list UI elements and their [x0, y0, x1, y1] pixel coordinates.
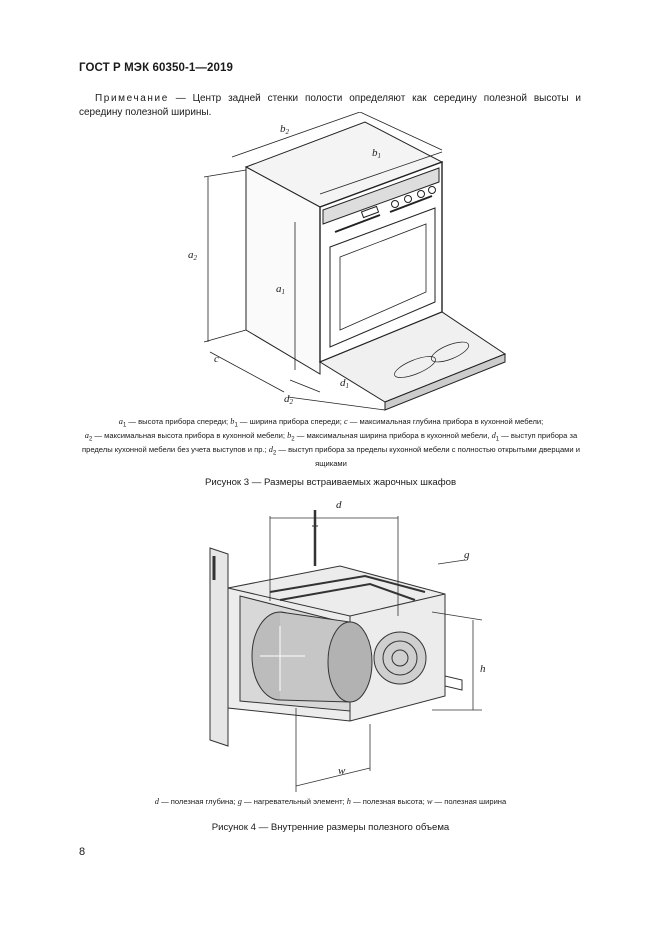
- legend-item: $a_2$ — максимальная высота прибора в кухонной мебели;: [84, 430, 288, 443]
- label-g: g: [464, 549, 470, 561]
- document-header: ГОСТ Р МЭК 60350-1—2019: [79, 62, 233, 74]
- label-h: h: [480, 663, 486, 675]
- page-number: 8: [79, 846, 86, 858]
- note-label: Примечание: [95, 93, 169, 104]
- legend-item: $d_1$ — выступ прибора за пределы кухонной мебели без учета выступов и пр.;: [81, 430, 578, 454]
- figure-4-cavity-drawing: [200, 496, 500, 792]
- legend-item: c — максимальная глубина прибора в кухонной мебели;: [343, 417, 544, 426]
- legend-item: $d_2$ — выступ прибора за пределы кухонной мебели с полностью открытыми дверцами и ящиками: [268, 444, 580, 468]
- figure-3-legend: [72, 417, 590, 469]
- legend-item: $a_1$ — высота прибора спереди;: [118, 417, 231, 429]
- legend-item: d — полезная глубина;: [154, 797, 238, 806]
- legend-item: $b_1$ — ширина прибора спереди;: [230, 417, 344, 429]
- figure-4-caption: Рисунок 4 — Внутренние размеры полезного объема: [211, 822, 450, 833]
- label-b2: b2: [280, 123, 289, 136]
- label-c: c: [214, 353, 219, 365]
- label-a1: a1: [276, 283, 285, 296]
- label-a2: a2: [188, 249, 197, 262]
- figure-3-caption: Рисунок 3 — Размеры встраиваемых жарочных шкафов: [204, 477, 457, 488]
- label-d: d: [336, 499, 342, 511]
- label-d1: d1: [340, 377, 349, 390]
- legend-item: $b_2$ — максимальная ширина прибора в кухонной мебели,: [287, 430, 492, 443]
- figure-4-legend: [0, 797, 661, 806]
- legend-item: h — полезная высота;: [346, 797, 427, 806]
- label-w: w: [338, 765, 346, 777]
- label-b1: b1: [372, 147, 381, 160]
- figure-3-oven-drawing: [180, 112, 520, 412]
- label-d2: d2: [284, 393, 293, 406]
- note-text: — Центр задней стенки полости определяют как середину полезной высоты и середину полезной ширины.: [79, 93, 581, 118]
- legend-item: g — нагревательный элемент;: [237, 797, 347, 806]
- legend-item: w — полезная ширина: [426, 797, 507, 806]
